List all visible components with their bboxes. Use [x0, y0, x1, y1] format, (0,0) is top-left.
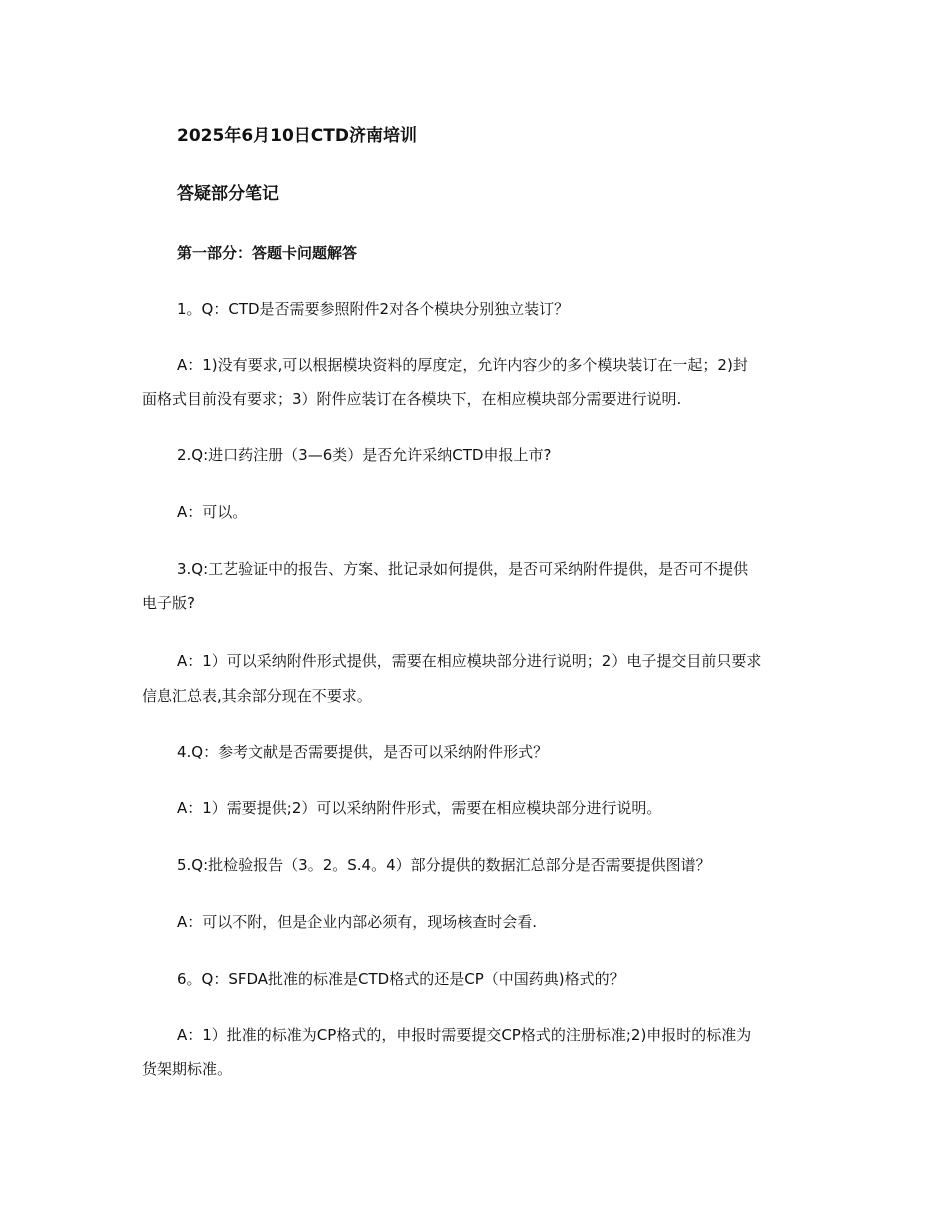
answer-1-line-1: A：1)没有要求,可以根据模块资料的厚度定，允许内容少的多个模块装订在一起；2)封 [177, 356, 748, 374]
answer-3-line-1: A：1）可以采纳附件形式提供，需要在相应模块部分进行说明；2）电子提交目前只要求 [177, 652, 762, 670]
question-5: 5.Q:批检验报告（3。2。S.4。4）部分提供的数据汇总部分是否需要提供图谱？ [177, 856, 711, 874]
answer-2: A：可以。 [177, 503, 248, 521]
question-6: 6。Q：SFDA批准的标准是CTD格式的还是CP（中国药典)格式的？ [177, 970, 625, 988]
answer-6-line-2: 货架期标准。 [142, 1060, 233, 1078]
answer-6-line-1: A：1）批准的标准为CP格式的，申报时需要提交CP格式的注册标准;2)申报时的标准为 [177, 1026, 752, 1044]
section-heading: 第一部分：答题卡问题解答 [177, 244, 358, 262]
question-1: 1。Q：CTD是否需要参照附件2对各个模块分别独立装订？ [177, 300, 570, 318]
answer-4: A：1）需要提供;2）可以采纳附件形式，需要在相应模块部分进行说明。 [177, 799, 662, 817]
question-2: 2.Q:进口药注册（3—6类）是否允许采纳CTD申报上市? [177, 446, 552, 464]
document-subtitle: 答疑部分笔记 [177, 184, 279, 204]
answer-3-line-2: 信息汇总表,其余部分现在不要求。 [142, 687, 372, 705]
answer-5: A：可以不附，但是企业内部必须有，现场核查时会看. [177, 913, 538, 931]
document-title: 2025年6月10日CTD济南培训 [177, 126, 417, 146]
answer-1-line-2: 面格式目前没有要求；3）附件应装订在各模块下，在相应模块部分需要进行说明. [142, 390, 682, 408]
question-3-line-1: 3.Q:工艺验证中的报告、方案、批记录如何提供，是否可采纳附件提供，是否可不提供 [177, 560, 749, 578]
question-3-line-2: 电子版? [142, 594, 195, 612]
question-4: 4.Q：参考文献是否需要提供，是否可以采纳附件形式？ [177, 743, 549, 761]
